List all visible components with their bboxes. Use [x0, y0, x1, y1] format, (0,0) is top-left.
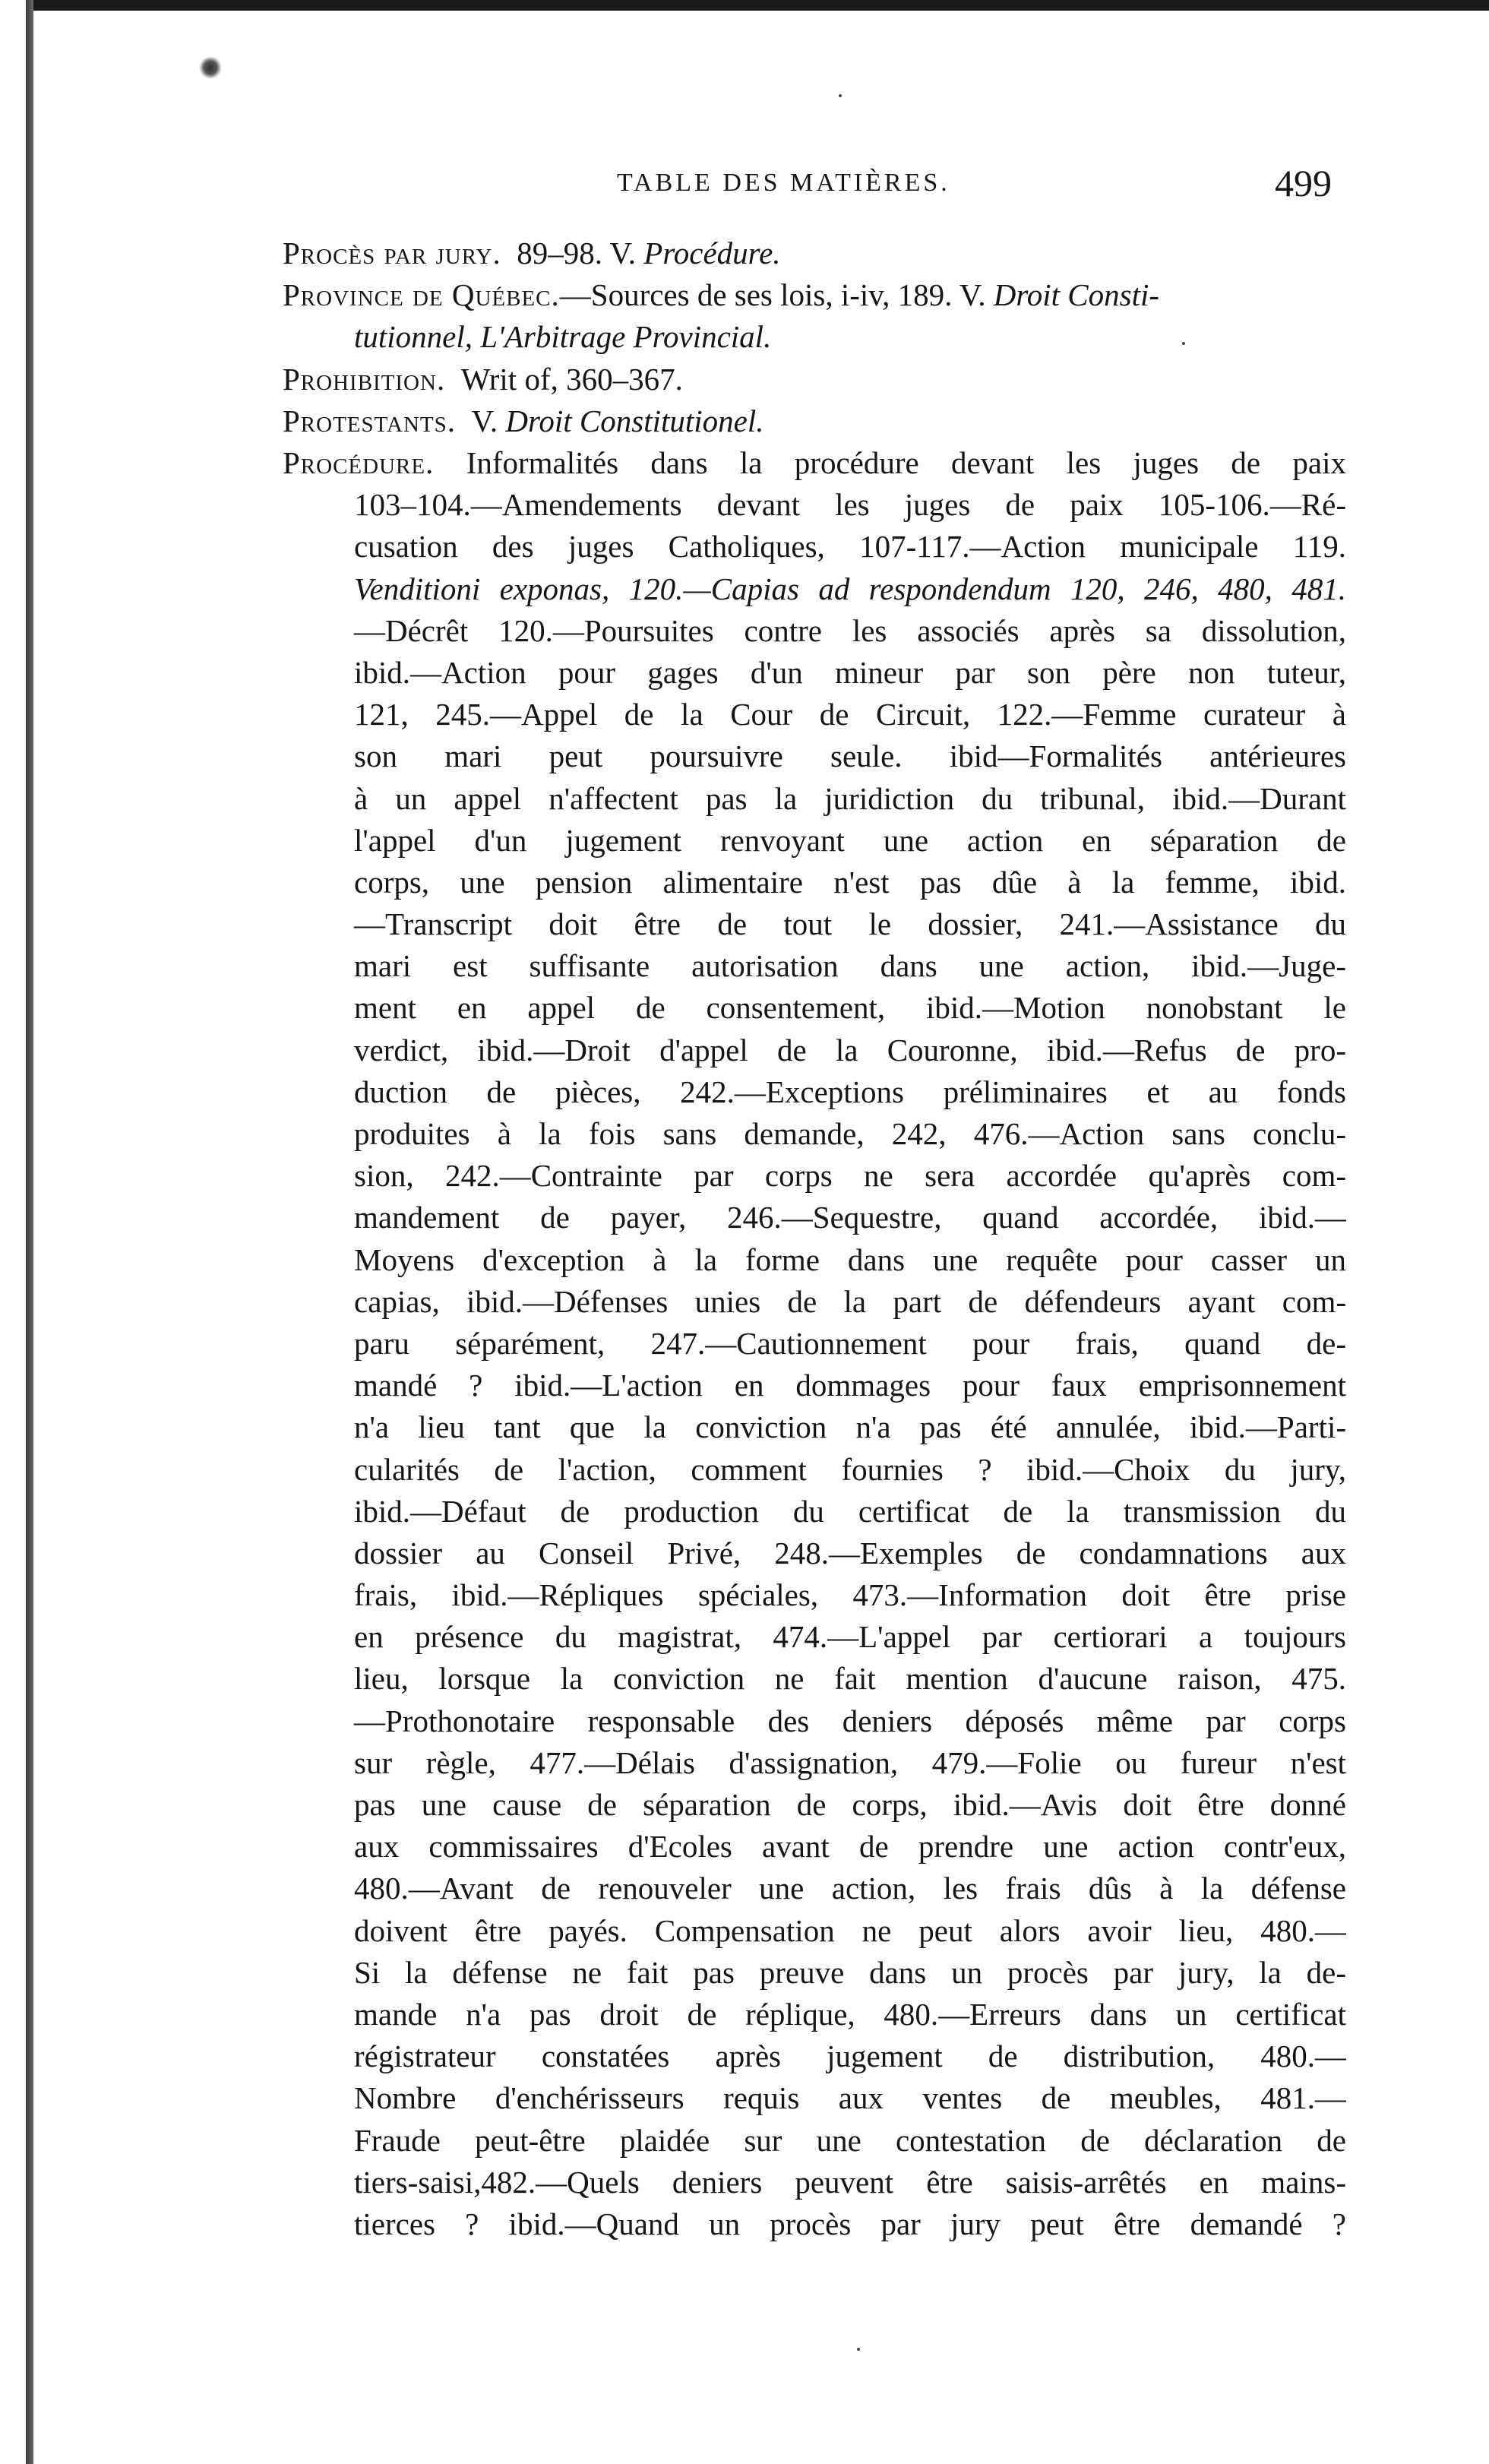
procedure-line: Venditioni exponas, 120.—Capias ad respondendum 120, 246, 480, 481.	[354, 571, 1346, 606]
entry-text: Writ of, 360–367.	[460, 361, 683, 397]
index-entry-province-de-quebec	[283, 274, 1346, 316]
procedure-line: cusation des juges Catholiques, 107-117.—Action municipale 119.	[354, 529, 1346, 565]
procedure-line: dossier au Conseil Privé, 248.—Exemples de condamnations aux	[354, 1535, 1346, 1570]
entry-heading: Procès par jury.	[283, 236, 501, 270]
procedure-line: Procédure. Informalités dans la procédure devant les juges de paix	[283, 445, 1346, 481]
index-entry-proces-par-jury	[283, 232, 1346, 274]
speck	[857, 2348, 860, 2351]
procedure-line: frais, ibid.—Répliques spéciales, 473.—Information doit être prise	[354, 1577, 1346, 1613]
entry-heading: Protestants.	[283, 403, 457, 438]
procedure-line: tiers-saisi,482.—Quels deniers peuvent être saisis-arrêtés en mains-	[354, 2164, 1346, 2200]
speck	[1182, 342, 1185, 345]
procedure-line: verdict, ibid.—Droit d'appel de la Couronne, ibid.—Refus de pro-	[354, 1032, 1346, 1068]
procedure-line: produites à la fois sans demande, 242, 476.—Action sans conclu-	[354, 1116, 1346, 1152]
procedure-line: mandé ? ibid.—L'action en dommages pour faux emprisonnement	[354, 1368, 1346, 1403]
index-entry-province-de-quebec-continued	[283, 316, 1346, 358]
procedure-line: lieu, lorsque la conviction ne fait mention d'aucune raison, 475.	[354, 1661, 1346, 1697]
procedure-line: à un appel n'affectent pas la juridiction du tribunal, ibid.—Durant	[354, 780, 1346, 816]
procedure-line: Moyens d'exception à la forme dans une requête pour casser un	[354, 1241, 1346, 1277]
procedure-line: corps, une pension alimentaire n'est pas dûe à la femme, ibid.	[354, 864, 1346, 900]
running-head	[0, 161, 1489, 207]
procedure-line: régistrateur constatées après jugement de distribution, 480.—	[354, 2039, 1346, 2074]
entry-heading: Province de Québec.	[283, 277, 560, 313]
procedure-line: ment en appel de consentement, ibid.—Motion nonobstant le	[354, 990, 1346, 1026]
procedure-line: sion, 242.—Contrainte par corps ne sera accordée qu'après com-	[354, 1158, 1346, 1194]
procedure-line: paru séparément, 247.—Cautionnement pour frais, quand de-	[354, 1325, 1346, 1361]
procedure-line: 103–104.—Amendements devant les juges de paix 105-106.—Ré-	[354, 487, 1346, 523]
procedure-line: pas une cause de séparation de corps, ibid.—Avis doit être donné	[354, 1787, 1346, 1823]
entry-heading: Procédure.	[283, 445, 435, 481]
procedure-line: mari est suffisante autorisation dans une action, ibid.—Juge-	[354, 948, 1346, 984]
index-entry-procedure	[283, 442, 1346, 2245]
procedure-line: doivent être payés. Compensation ne peut alors avoir lieu, 480.—	[354, 1912, 1346, 1948]
page-top-rule	[30, 0, 1489, 11]
page-number: 499	[1275, 162, 1332, 204]
procedure-line: en présence du magistrat, 474.—L'appel par certiorari a toujours	[354, 1619, 1346, 1655]
entry-reference: Droit Consti-	[993, 277, 1160, 313]
ink-smudge	[199, 56, 222, 79]
index-content	[283, 232, 1346, 2245]
procedure-line: son mari peut poursuivre seule. ibid—Formalités antérieures	[354, 739, 1346, 774]
procedure-line: n'a lieu tant que la conviction n'a pas été annulée, ibid.—Parti-	[354, 1409, 1346, 1445]
entry-reference: Procédure.	[643, 236, 781, 270]
procedure-line: —Transcript doit être de tout le dossier, 241.—Assistance du	[354, 906, 1346, 942]
procedure-line: mande n'a pas droit de réplique, 480.—Erreurs dans un certificat	[354, 1996, 1346, 2032]
running-title: TABLE DES MATIÈRES.	[617, 169, 950, 197]
speck	[839, 94, 842, 97]
procedure-line: l'appel d'un jugement renvoyant une action en séparation de	[354, 822, 1346, 858]
entry-text: V.	[471, 403, 498, 438]
procedure-line: sur règle, 477.—Délais d'assignation, 479.—Folie ou fureur n'est	[354, 1744, 1346, 1780]
procedure-line: tierces ? ibid.—Quand un procès par jury peut être demandé ?	[354, 2206, 1346, 2241]
procedure-line: —Décrêt 120.—Poursuites contre les associés après sa dissolution,	[354, 612, 1346, 648]
procedure-line: Fraude peut-être plaidée sur une contestation de déclaration de	[354, 2122, 1346, 2158]
procedure-line: ibid.—Action pour gages d'un mineur par son père non tuteur,	[354, 654, 1346, 690]
entry-heading: Prohibition.	[283, 361, 446, 397]
procedure-line: 121, 245.—Appel de la Cour de Circuit, 122.—Femme curateur à	[354, 697, 1346, 732]
entry-text: 89–98. V.	[517, 236, 637, 270]
procedure-line: Si la défense ne fait pas preuve dans un procès par jury, la de-	[354, 1954, 1346, 1990]
procedure-line: ibid.—Défaut de production du certificat de la transmission du	[354, 1493, 1346, 1529]
entry-text: —Sources de ses lois, i-iv, 189. V.	[559, 277, 986, 313]
procedure-line: cularités de l'action, comment fournies ? ibid.—Choix du jury,	[354, 1451, 1346, 1487]
procedure-line: Nombre d'enchérisseurs requis aux ventes de meubles, 481.—	[354, 2080, 1346, 2116]
procedure-line: 480.—Avant de renouveler une action, les frais dûs à la défense	[354, 1871, 1346, 1906]
entry-reference: tutionnel, L'Arbitrage Provincial.	[354, 319, 772, 355]
index-entry-prohibition	[283, 359, 1346, 400]
page-binding-edge	[26, 0, 33, 2464]
entry-reference: Droit Constitutionel.	[505, 403, 764, 438]
index-entry-protestants	[283, 400, 1346, 442]
procedure-line: aux commissaires d'Ecoles avant de prendre une action contr'eux,	[354, 1829, 1346, 1865]
procedure-line: duction de pièces, 242.—Exceptions préliminaires et au fonds	[354, 1074, 1346, 1109]
procedure-line: capias, ibid.—Défenses unies de la part de défendeurs ayant com-	[354, 1283, 1346, 1319]
procedure-line: mandement de payer, 246.—Sequestre, quand accordée, ibid.—	[354, 1200, 1346, 1235]
procedure-line: —Prothonotaire responsable des deniers déposés même par corps	[354, 1703, 1346, 1738]
